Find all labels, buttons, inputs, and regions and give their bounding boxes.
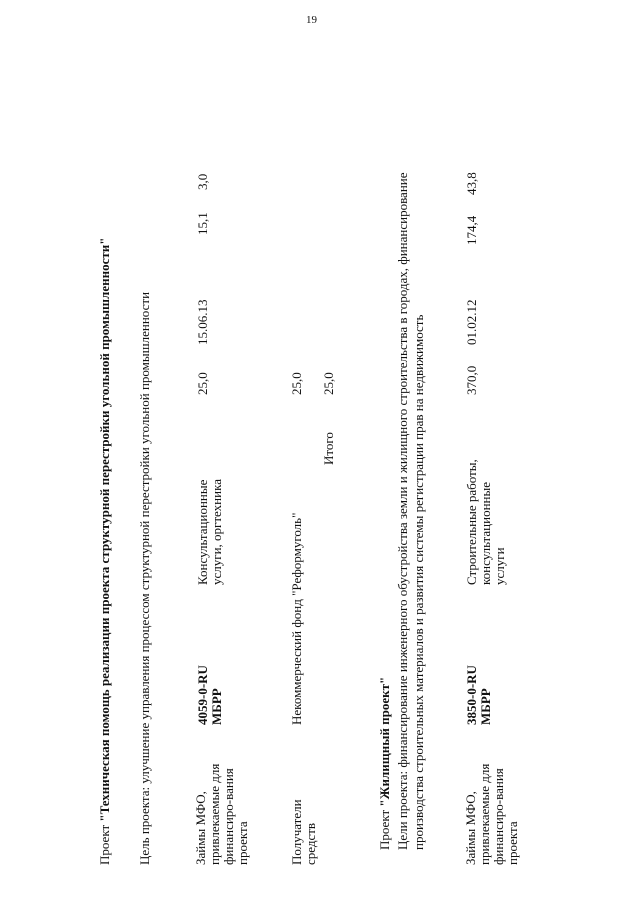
project1-loans-label: Займы МФО, привлекаемые для финансиро-вания проекта	[193, 763, 250, 865]
project2-loan-purpose: Строительные работы, консультационные услуги	[464, 459, 507, 585]
page-number: 19	[306, 14, 317, 26]
project1-loan-id: 4059-0-RU	[195, 665, 210, 725]
project1-amount: 25,0	[195, 372, 210, 395]
project2-goal-line1: Цели проекта: финансирование инженерного обустройства земли и жилищного строительства в городах, финансирование	[395, 172, 410, 850]
project2-value2: 43,8	[464, 172, 479, 195]
project2-value1: 174,4	[464, 215, 479, 245]
project2-title: "Жилищный проект"	[377, 676, 392, 807]
project1-total-amount: 25,0	[321, 372, 336, 395]
project1-value1: 15,1	[195, 212, 210, 235]
project1-title: "Техническая помощь реализации проекта структурной перестройки угольной промышленности"	[97, 237, 112, 822]
rotated-page-content	[58, 55, 618, 875]
project2-title-prefix: Проект	[377, 806, 392, 850]
project1-goal: Цель проекта: улучшение управления процессом структурной перестройки угольной промышленности	[137, 291, 152, 865]
project1-date: 15.06.13	[195, 299, 210, 345]
project2-amount: 370,0	[464, 365, 479, 395]
project1-total-label: Итого	[321, 432, 336, 465]
project1-loan-bank: МБРР	[209, 688, 224, 725]
project1-heading	[98, 238, 112, 865]
project1-recipient-name: Некоммерческий фонд "Реформуголь"	[289, 512, 304, 725]
project2-loans-label: Займы МФО, привлекаемые для финансиро-вания проекта	[463, 763, 520, 865]
project2-date: 01.02.12	[464, 299, 479, 345]
project1-recipients-label: Получатели средств	[289, 799, 318, 865]
project1-loan-purpose: Консультационные услуги, оргтехника	[195, 479, 224, 585]
project2-heading	[378, 677, 392, 850]
project1-title-prefix: Проект	[97, 821, 112, 865]
project2-loan-bank: МБРР	[478, 688, 493, 725]
project1-value2: 3,0	[195, 173, 210, 190]
project2-goal-line2: производства строительных материалов и развития системы регистрации прав на недвижимость	[411, 314, 426, 850]
project2-loan-id: 3850-0-RU	[464, 665, 479, 725]
project1-recipient-amount: 25,0	[289, 372, 304, 395]
